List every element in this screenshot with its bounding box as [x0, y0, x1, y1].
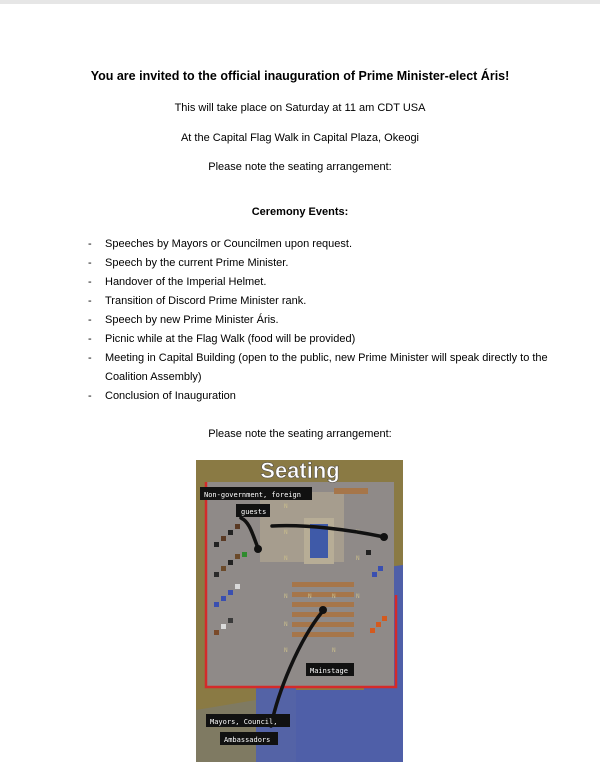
event-item: [88, 330, 548, 349]
page-top-edge: [0, 0, 600, 4]
seating-map: [196, 460, 403, 762]
flag-post: [376, 622, 381, 627]
tile-letter: N: [284, 555, 288, 562]
flag-post: [228, 590, 233, 595]
tile-letter: N: [356, 529, 360, 536]
tile-letter: N: [356, 555, 360, 562]
seating-map-image: [196, 460, 403, 762]
officials-label-line1: Mayors, Council,: [210, 718, 278, 726]
flag-post: [372, 572, 377, 577]
flag-post: [370, 628, 375, 633]
tile-letter: N: [284, 529, 288, 536]
event-text: Handover of the Imperial Helmet.: [105, 276, 267, 288]
event-text: Speeches by Mayors or Councilmen upon request.: [105, 238, 353, 250]
flag-post: [214, 602, 219, 607]
event-item: [88, 273, 548, 292]
tile-letter: N: [308, 593, 312, 600]
tile-letter: N: [284, 593, 288, 600]
seating-note-top: Please note the seating arrangement:: [208, 161, 392, 173]
bullet-dash: -: [88, 390, 92, 402]
date-line: This will take place on Saturday at 11 am CDT USA: [174, 102, 426, 114]
flag-post: [382, 616, 387, 621]
seating-title: Seating: [260, 460, 340, 483]
event-item: [88, 292, 548, 311]
event-text: Speech by new Prime Minister Áris.: [105, 314, 279, 326]
guests-arrow-dot-left: [254, 545, 262, 553]
event-item: [88, 254, 548, 273]
flag-post: [214, 630, 219, 635]
bullet-dash: -: [88, 295, 92, 307]
guests-arrow-dot-right: [380, 533, 388, 541]
bullet-dash: -: [88, 352, 92, 364]
event-text: Picnic while at the Flag Walk (food will be provided): [105, 333, 356, 345]
location-line: At the Capital Flag Walk in Capital Plaza, Okeogi: [180, 132, 420, 144]
invitation-title: You are invited to the official inauguration of Prime Minister-elect Áris!: [90, 69, 510, 83]
flag-post: [228, 530, 233, 535]
guests-label-line2: guests: [241, 508, 267, 516]
flag-post: [235, 554, 240, 559]
event-item: [88, 387, 548, 406]
event-item: [88, 235, 548, 254]
event-text: Conclusion of Inauguration: [105, 390, 236, 402]
flag-post: [221, 624, 226, 629]
flag-post: [214, 542, 219, 547]
flag-post: [366, 550, 371, 555]
officials-arrow-dot: [319, 606, 327, 614]
flag-post: [242, 552, 247, 557]
flag-post: [221, 596, 226, 601]
flag-post: [221, 536, 226, 541]
tile-letter: N: [284, 647, 288, 654]
flag-post: [235, 584, 240, 589]
flag-post: [214, 572, 219, 577]
tile-letter: N: [332, 647, 336, 654]
officials-label-line2: Ambassadors: [224, 736, 271, 744]
events-heading: Ceremony Events:: [251, 206, 349, 218]
tile-letter: N: [332, 593, 336, 600]
flag-post: [221, 566, 226, 571]
bench-row: [292, 622, 354, 627]
bullet-dash: -: [88, 257, 92, 269]
bullet-dash: -: [88, 333, 92, 345]
flag-post: [235, 524, 240, 529]
bench-row-top: [334, 488, 368, 494]
bench-row: [292, 592, 354, 597]
events-list: [88, 235, 548, 406]
event-text: Speech by the current Prime Minister.: [105, 257, 289, 269]
bench-row: [292, 632, 354, 637]
tile-letter: N: [284, 503, 288, 510]
event-text: Transition of Discord Prime Minister rank.: [105, 295, 307, 307]
flag-post: [228, 618, 233, 623]
seating-note-bottom: Please note the seating arrangement:: [208, 428, 392, 440]
mainstage-label: Mainstage: [310, 667, 348, 675]
bullet-dash: -: [88, 314, 92, 326]
event-item: [88, 311, 548, 330]
event-item: [88, 349, 548, 387]
bullet-dash: -: [88, 238, 92, 250]
bullet-dash: -: [88, 276, 92, 288]
flag-post: [228, 560, 233, 565]
event-text: Meeting in Capital Building (open to the public, new Prime Minister will speak directly to the Coalition Assembly): [105, 352, 548, 383]
tile-letter: N: [356, 593, 360, 600]
guests-label-line1: Non-government, foreign: [204, 491, 301, 499]
map-shore: [196, 700, 256, 762]
tile-letter: N: [284, 621, 288, 628]
bench-row: [292, 582, 354, 587]
flag-post: [378, 566, 383, 571]
